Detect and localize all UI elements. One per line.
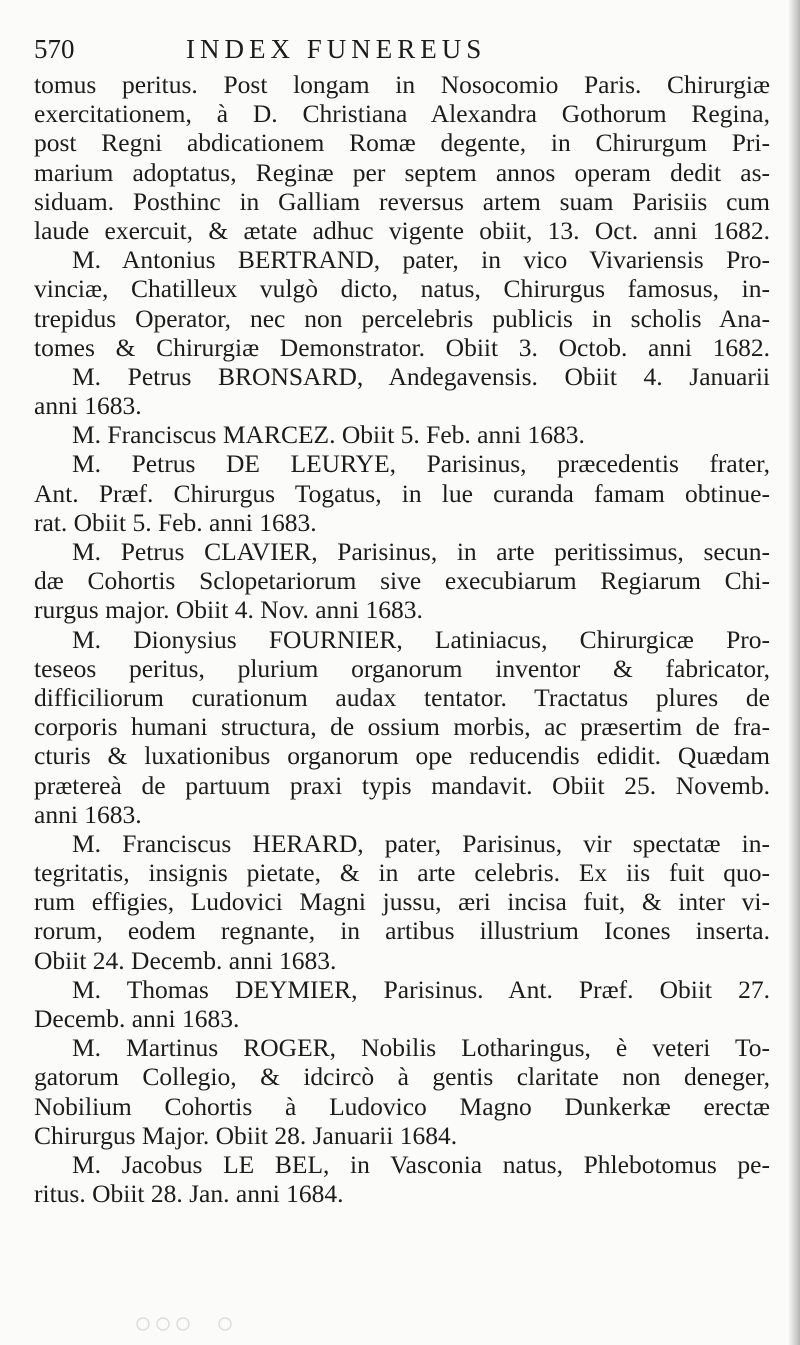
text-line: dæ Cohortis Sclopetariorum sive execubiarum Regiarum Chi- (34, 566, 770, 596)
entry-line: M. Antonius BERTRAND, pater, in vico Vivariensis Pro- (72, 245, 770, 275)
text-line: rat. Obiit 5. Feb. anni 1683. (34, 507, 317, 537)
text-line: cturis & luxationibus organorum ope reducendis edidit. Quædam (34, 741, 770, 771)
text-line: tegritatis, insignis pietate, & in arte celebris. Ex iis fuit quo- (34, 858, 770, 888)
entry-line: M. Petrus BRONSARD, Andegavensis. Obiit 4. Januarii (72, 361, 770, 391)
text-line: siduam. Posthinc in Galliam reversus artem suam Parisiis cum (34, 186, 770, 216)
text-line: rurgus major. Obiit 4. Nov. anni 1683. (34, 595, 423, 625)
text-line: Decemb. anni 1683. (34, 1004, 240, 1033)
text-line: trepidus Operator, nec non percelebris publicis in scholis Ana- (34, 303, 770, 333)
page-number: 570 (34, 34, 75, 64)
text-line: exercitationem, à D. Christiana Alexandra Gothorum Regina, (34, 99, 770, 129)
entry-line: M. Martinus ROGER, Nobilis Lotharingus, è veteri To- (72, 1033, 770, 1063)
text-line: tomus peritus. Post longam in Nosocomio Paris. Chirurgiæ (34, 70, 770, 99)
text-line: marium adoptatus, Reginæ per septem annos operam dedit as- (34, 157, 770, 187)
page-header (34, 32, 774, 66)
text-line: prætereà de partuum praxi typis mandavit. Obiit 25. Novemb. (34, 770, 770, 800)
text-line: vinciæ, Chatilleux vulgò dicto, natus, Chirurgus famosus, in- (34, 274, 770, 304)
text-line: gatorum Collegio, & idcircò à gentis claritate non deneger, (34, 1062, 770, 1092)
text-line: post Regni abdicationem Romæ degente, in Chirurgum Pri- (34, 128, 770, 158)
text-body (34, 70, 770, 1208)
page-edge-shadow (788, 0, 800, 1345)
text-line: difficiliorum curationum audax tentator. Tractatus plures de (34, 682, 770, 712)
entry-line: M. Franciscus MARCEZ. Obiit 5. Feb. anni 1683. (72, 420, 585, 450)
text-line: tomes & Chirurgiæ Demonstrator. Obiit 3. Octob. anni 1682. (34, 332, 770, 362)
entry-line: M. Thomas DEYMIER, Parisinus. Ant. Præf. Obiit 27. (72, 974, 770, 1004)
running-title: INDEX FUNEREUS (186, 34, 487, 64)
text-line: anni 1683. (34, 799, 142, 829)
text-line: Obiit 24. Decemb. anni 1683. (34, 945, 337, 975)
text-line: ritus. Obiit 28. Jan. anni 1684. (34, 1179, 344, 1209)
text-line: Chirurgus Major. Obiit 28. Januarii 1684. (34, 1120, 458, 1150)
entry-line: M. Jacobus LE BEL, in Vasconia natus, Phlebotomus pe- (72, 1149, 770, 1179)
show-through-ornament (135, 1316, 245, 1332)
entry-line: M. Franciscus HERARD, pater, Parisinus, vir spectatæ in- (72, 828, 770, 858)
text-line: teseos peritus, plurium organorum inventor & fabricator, (34, 653, 770, 683)
text-line: Ant. Præf. Chirurgus Togatus, in lue curanda famam obtinue- (34, 478, 770, 508)
text-line: corporis humani structura, de ossium morbis, ac præsertim de fra- (34, 712, 770, 742)
text-line: laude exercuit, & ætate adhuc vigente obiit, 13. Oct. anni 1682. (34, 215, 770, 245)
text-line: Nobilium Cohortis à Ludovico Magno Dunkerkæ erectæ (34, 1091, 770, 1121)
entry-line: M. Dionysius FOURNIER, Latiniacus, Chirurgicæ Pro- (72, 624, 770, 654)
entry-line: M. Petrus DE LEURYE, Parisinus, præcedentis frater, (72, 449, 770, 479)
entry-line: M. Petrus CLAVIER, Parisinus, in arte peritissimus, secun- (72, 537, 770, 566)
text-line: rum effigies, Ludovici Magni jussu, æri incisa fuit, & inter vi- (34, 887, 770, 917)
text-line: rorum, eodem regnante, in artibus illustrium Icones inserta. (34, 916, 770, 946)
text-line: anni 1683. (34, 391, 142, 421)
